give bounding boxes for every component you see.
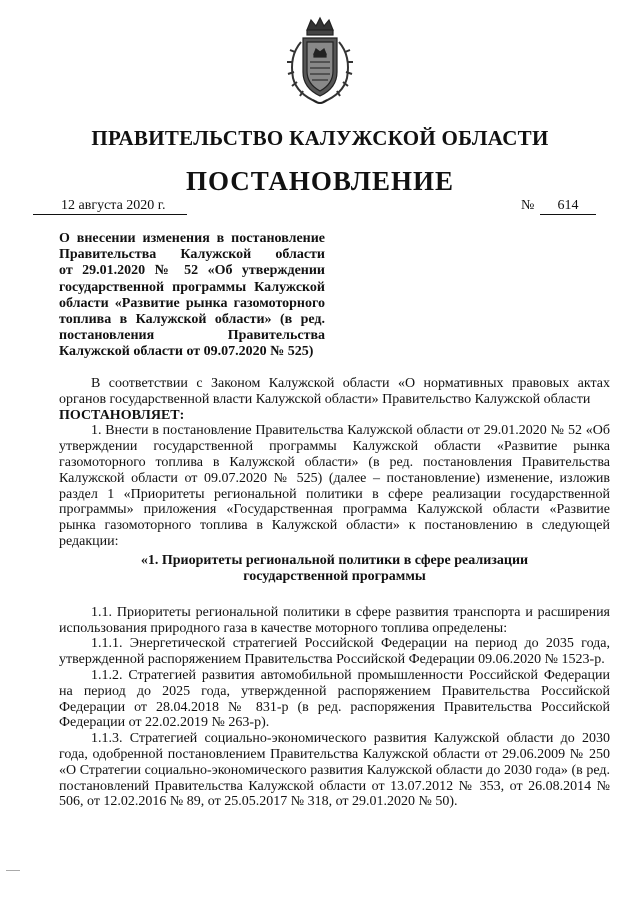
number-sign: №	[521, 198, 535, 213]
preamble-paragraph: В соответствии с Законом Калужской области «О нормативных правовых актах органов государственной власти Калужской области» Правительство Калужской области	[59, 376, 610, 407]
subject-line: Калужской области от 09.07.2020 № 525)	[59, 344, 314, 360]
government-title: ПРАВИТЕЛЬСТВО КАЛУЖСКОЙ ОБЛАСТИ	[91, 126, 549, 150]
subject-line: Правительства Калужской области	[59, 247, 325, 263]
subject-line: области «Развитие рынка газомоторного	[59, 295, 325, 311]
clause-1-1-3-paragraph: 1.1.3. Стратегией социально-экономического развития Калужской области до 2030 года, одобренной постановлением Правительства Калужской области от 29.06.2009 № 250 «О Стратегии социально-экономического развития Калужской области до 2030 года» (в ред. постановлений Правительства Калужской области от 13.07.2012 № 353, от 26.08.2014 № 506, от 12.02.2016 № 89, от 25.05.2017 № 318, от 29.01.2020 № 50).	[59, 731, 610, 810]
subject-line: О внесении изменения в постановление	[59, 231, 325, 246]
kaluga-coat-of-arms-icon	[283, 16, 357, 108]
scan-mark	[6, 870, 20, 871]
clause-1-paragraph: 1. Внести в постановление Правительства Калужской области от 29.01.2020 № 52 «Об утверждении государственной программы Калужской области «Развитие рынка газомоторного топлива в Калужской области» (в ред. постановления Правительства Калужской области от 09.07.2020 № 525) (далее – постановление) изменение, изложив раздел 1 «Приоритеты региональной политики в сфере реализации государственной программы» приложения «Государственная программа Калужской области «Развитие рынка газомоторного топлива в Калужской области» к постановлению в следующей редакции:	[59, 423, 610, 549]
document-body	[59, 376, 610, 810]
section-title-line-2: государственной программы	[243, 569, 426, 585]
subject-line: топлива в Калужской области» (в ред.	[59, 312, 325, 328]
document-number: 614	[540, 197, 596, 215]
document-date: 12 августа 2020 г.	[33, 197, 187, 215]
decree-word: ПОСТАНОВЛЯЕТ:	[59, 407, 185, 423]
document-subject	[59, 231, 325, 361]
subject-line: от 29.01.2020 № 52 «Об утверждении	[59, 263, 325, 279]
clause-1-1-paragraph: 1.1. Приоритеты региональной политики в сфере развития транспорта и расширения использования природного газа в качестве моторного топлива определены:	[59, 604, 610, 636]
clause-1-1-1-paragraph: 1.1.1. Энергетической стратегией Российской Федерации на период до 2035 года, утвержденной распоряжением Правительства Российской Федерации 09.06.2020 № 1523-р.	[59, 636, 610, 668]
subject-line: постановления Правительства	[59, 328, 325, 344]
subject-line: государственной программы Калужской	[59, 279, 325, 295]
document-type: ПОСТАНОВЛЕНИЕ	[185, 166, 455, 196]
clause-1-1-2-paragraph: 1.1.2. Стратегией развития автомобильной промышленности Российской Федерации на период до 2025 года, утвержденной распоряжением Правительства Российской Федерации от 28.04.2018 № 831-р (в ред. распоряжения Правительства Российской Федерации от 22.02.2019 № 263-р).	[59, 667, 610, 731]
section-title-line-1: «1. Приоритеты региональной политики в сфере реализации	[140, 552, 529, 568]
